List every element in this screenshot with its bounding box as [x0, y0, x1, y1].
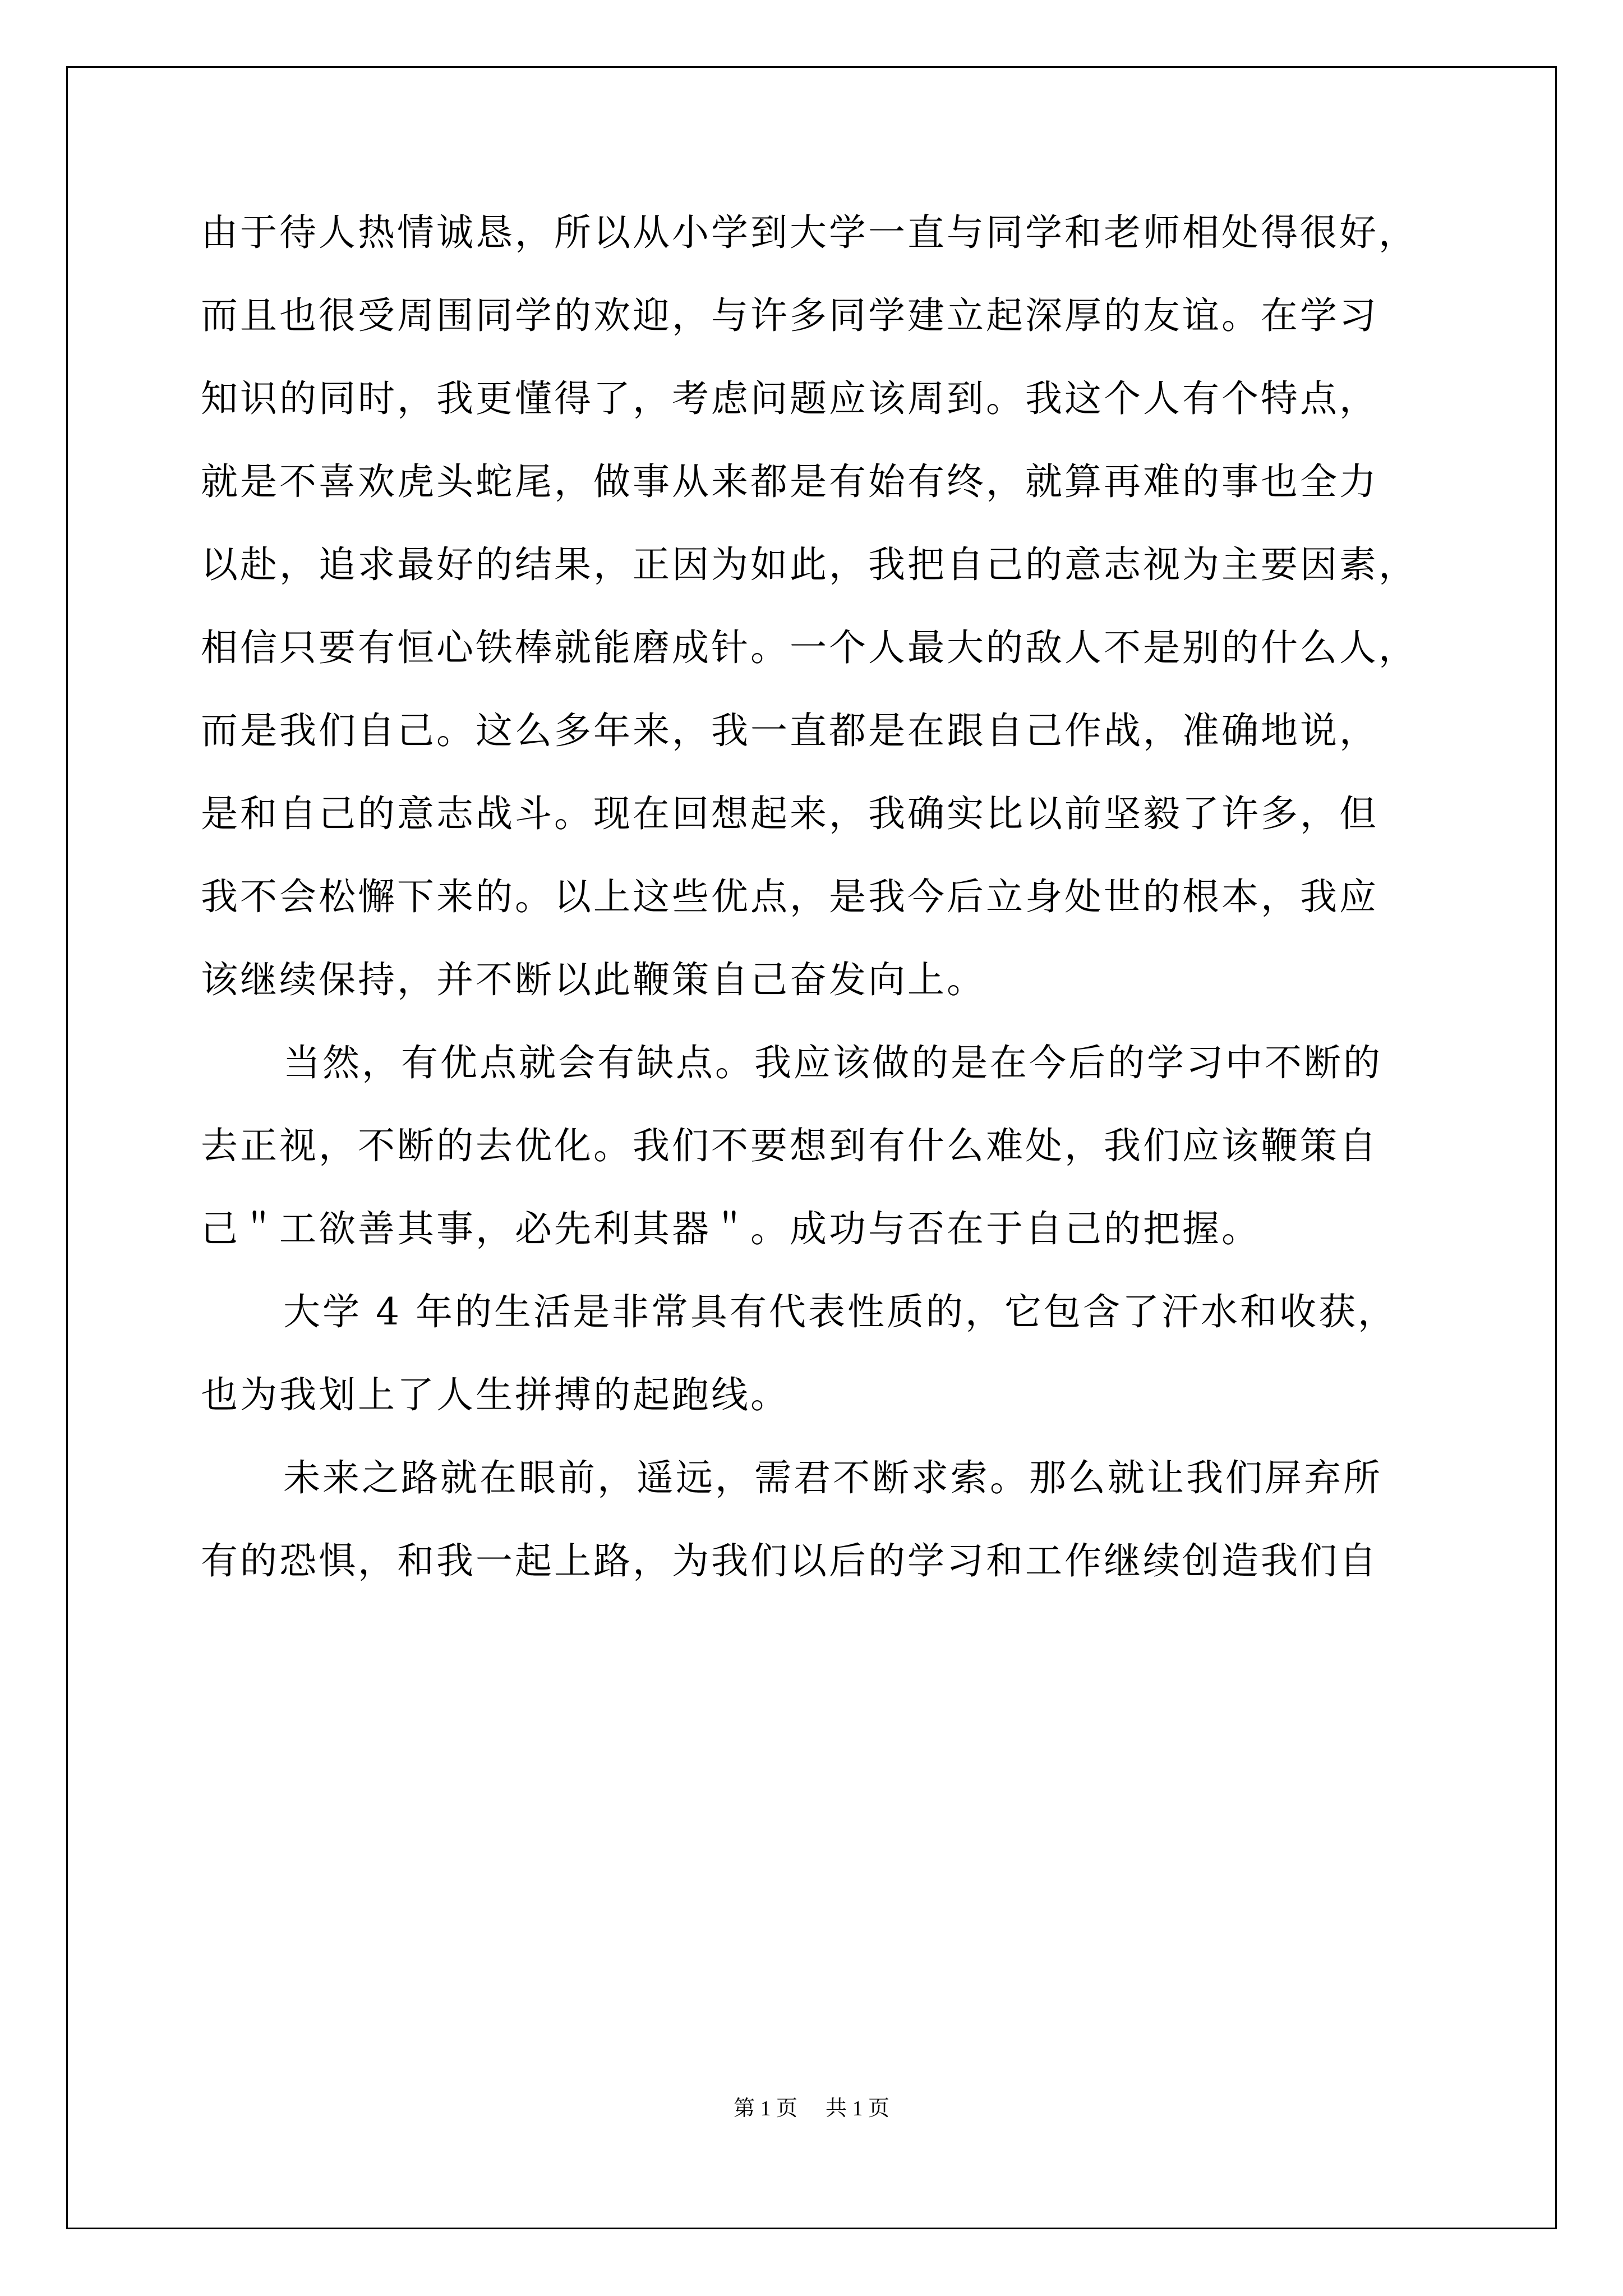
text-line: 当然，有优点就会有缺点。我应该做的是在今后的学习中不断的 — [283, 1041, 1382, 1084]
text-line: 由于待人热情诚恳，所以从小学到大学一直与同学和老师相处得很好， — [201, 211, 1418, 254]
text-line: 大学 4 年的生活是非常具有代表性质的，它包含了汗水和收获， — [283, 1290, 1397, 1333]
text-line: 以赴，追求最好的结果，正因为如此，我把自己的意志视为主要因素， — [201, 543, 1418, 586]
text-line: 去正视，不断的去优化。我们不要想到有什么难处，我们应该鞭策自 — [201, 1124, 1378, 1167]
text-line: 是和自己的意志战斗。现在回想起来，我确实比以前坚毅了许多，但 — [201, 792, 1378, 835]
text-line: 未来之路就在眼前，遥远，需君不断求索。那么就让我们屏弃所 — [283, 1456, 1382, 1499]
text-line: 而是我们自己。这么多年来，我一直都是在跟自己作战，准确地说， — [201, 709, 1378, 752]
text-line: 也为我划上了人生拼搏的起跑线。 — [201, 1373, 790, 1416]
page-total: 共 1 页 — [826, 2097, 890, 2120]
text-line: 就是不喜欢虎头蛇尾，做事从来都是有始有终，就算再难的事也全力 — [201, 460, 1378, 503]
text-line: 知识的同时，我更懂得了，考虑问题应该周到。我这个人有个特点， — [201, 377, 1378, 420]
text-line: 我不会松懈下来的。以上这些优点，是我今后立身处世的根本，我应 — [201, 875, 1378, 918]
text-line: 而且也很受周围同学的欢迎，与许多同学建立起深厚的友谊。在学习 — [201, 294, 1378, 337]
text-line: 相信只要有恒心铁棒就能磨成针。一个人最大的敌人不是别的什么人， — [201, 626, 1418, 669]
text-line: 有的恐惧，和我一起上路，为我们以后的学习和工作继续创造我们自 — [201, 1539, 1378, 1582]
page-number: 第 1 页 — [733, 2097, 797, 2120]
page-footer — [0, 2095, 1623, 2123]
text-line: 己＂工欲善其事，必先利其器＂。成功与否在于自己的把握。 — [201, 1207, 1261, 1250]
text-line: 该继续保持，并不断以此鞭策自己奋发向上。 — [201, 958, 986, 1001]
